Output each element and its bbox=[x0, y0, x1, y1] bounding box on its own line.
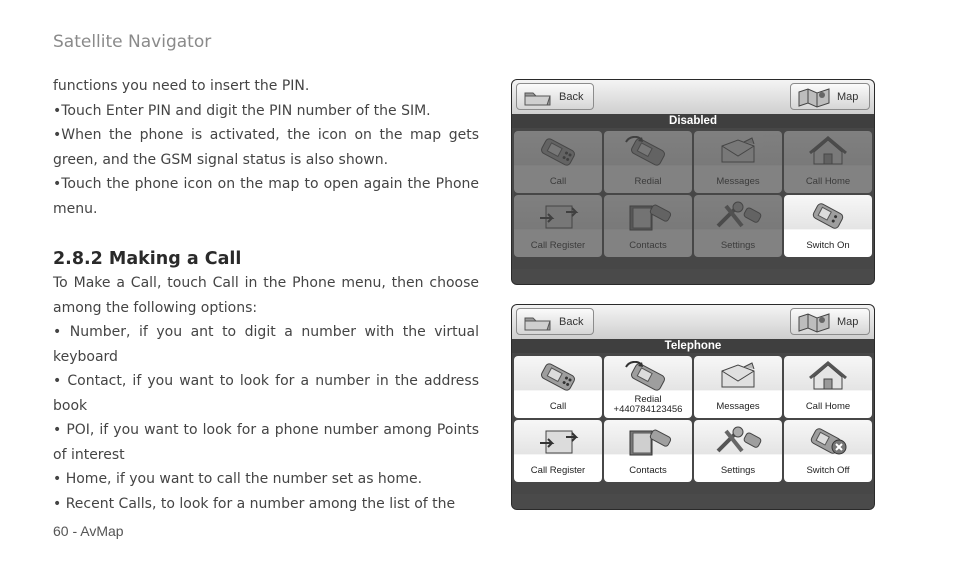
phone-power-icon bbox=[806, 200, 850, 232]
bullet: •When the phone is activated, the icon on the map gets green, and the GSM signal status is also shown. bbox=[53, 127, 479, 168]
call-home-tile bbox=[784, 131, 872, 193]
bullet: • Number, if you ant to digit a number with the virtual keyboard bbox=[53, 324, 479, 365]
page-header: Satellite Navigator bbox=[53, 32, 212, 52]
phone-off-icon bbox=[806, 425, 850, 457]
tile-label: Call Register bbox=[530, 465, 586, 476]
switch-on-tile[interactable] bbox=[784, 195, 872, 257]
tile-grid bbox=[512, 353, 874, 482]
redial-number: +440784123456 bbox=[613, 404, 683, 415]
status-bar bbox=[512, 494, 874, 509]
call-home-tile[interactable] bbox=[784, 356, 872, 418]
tile-label: Call Home bbox=[805, 176, 851, 187]
toolbar bbox=[512, 80, 874, 114]
tile-label: Messages bbox=[716, 401, 760, 412]
redial-phone-icon bbox=[622, 361, 674, 393]
phone-icon bbox=[532, 136, 584, 168]
switch-off-tile[interactable] bbox=[784, 420, 872, 482]
contacts-tile bbox=[604, 195, 692, 257]
tile-label: Contacts bbox=[629, 465, 667, 476]
tile-label: Switch On bbox=[806, 240, 850, 251]
back-button[interactable] bbox=[516, 308, 594, 335]
bullet: • POI, if you want to look for a phone number among Points of interest bbox=[53, 422, 479, 463]
tile-grid bbox=[512, 128, 874, 257]
envelope-icon bbox=[716, 136, 760, 168]
bullet: •Touch the phone icon on the map to open again the Phone menu. bbox=[53, 176, 479, 217]
tools-icon bbox=[712, 425, 764, 457]
tile-label: Call bbox=[549, 176, 567, 187]
phone-menu-disabled-screenshot bbox=[512, 80, 874, 284]
redial-tile bbox=[604, 131, 692, 193]
status-bar bbox=[512, 269, 874, 284]
map-icon bbox=[797, 86, 831, 108]
settings-tile bbox=[694, 195, 782, 257]
map-icon bbox=[797, 311, 831, 333]
panel-title: Telephone bbox=[512, 339, 874, 353]
back-label: Back bbox=[559, 315, 584, 328]
bullet: • Home, if you want to call the number set as home. bbox=[53, 471, 423, 487]
tile-label: Call Home bbox=[805, 401, 851, 412]
folder-icon bbox=[523, 312, 553, 332]
back-button[interactable] bbox=[516, 83, 594, 110]
panel-title: Disabled bbox=[512, 114, 874, 128]
redial-label: Redial bbox=[634, 394, 662, 405]
tile-label: Call bbox=[549, 401, 567, 412]
paragraph: To Make a Call, touch Call in the Phone menu, then choose among the following options: bbox=[53, 275, 479, 316]
map-button[interactable] bbox=[790, 308, 870, 335]
folder-icon bbox=[523, 87, 553, 107]
settings-tile[interactable] bbox=[694, 420, 782, 482]
register-icon bbox=[536, 425, 580, 457]
tile-label: Messages bbox=[716, 176, 760, 187]
call-tile bbox=[514, 131, 602, 193]
body-text bbox=[53, 74, 479, 516]
phone-icon bbox=[532, 361, 584, 393]
call-register-tile bbox=[514, 195, 602, 257]
tile-label: Contacts bbox=[629, 240, 667, 251]
tools-icon bbox=[712, 200, 764, 232]
tile-label: Switch Off bbox=[806, 465, 850, 476]
map-label: Map bbox=[837, 315, 859, 328]
section-heading: 2.8.2 Making a Call bbox=[53, 249, 242, 269]
home-icon bbox=[806, 136, 850, 168]
map-label: Map bbox=[837, 90, 859, 103]
redial-phone-icon bbox=[622, 136, 674, 168]
call-tile[interactable] bbox=[514, 356, 602, 418]
toolbar bbox=[512, 305, 874, 339]
home-icon bbox=[806, 361, 850, 393]
map-button[interactable] bbox=[790, 83, 870, 110]
redial-tile[interactable] bbox=[604, 356, 692, 418]
address-book-icon bbox=[624, 200, 672, 232]
tile-label bbox=[604, 395, 692, 415]
messages-tile[interactable] bbox=[694, 356, 782, 418]
register-icon bbox=[536, 200, 580, 232]
address-book-icon bbox=[624, 425, 672, 457]
messages-tile bbox=[694, 131, 782, 193]
phone-menu-telephone-screenshot bbox=[512, 305, 874, 509]
tile-label: Settings bbox=[720, 465, 756, 476]
tile-label: Call Register bbox=[530, 240, 586, 251]
envelope-icon bbox=[716, 361, 760, 393]
back-label: Back bbox=[559, 90, 584, 103]
paragraph: functions you need to insert the PIN. bbox=[53, 78, 310, 94]
bullet: •Touch Enter PIN and digit the PIN number of the SIM. bbox=[53, 102, 431, 119]
call-register-tile[interactable] bbox=[514, 420, 602, 482]
bullet: • Contact, if you want to look for a number in the address book bbox=[53, 373, 479, 414]
tile-label: Redial bbox=[634, 176, 662, 187]
page-footer: 60 - AvMap bbox=[53, 523, 124, 539]
contacts-tile[interactable] bbox=[604, 420, 692, 482]
tile-label: Settings bbox=[720, 240, 756, 251]
bullet: • Recent Calls, to look for a number among the list of the bbox=[53, 495, 456, 512]
